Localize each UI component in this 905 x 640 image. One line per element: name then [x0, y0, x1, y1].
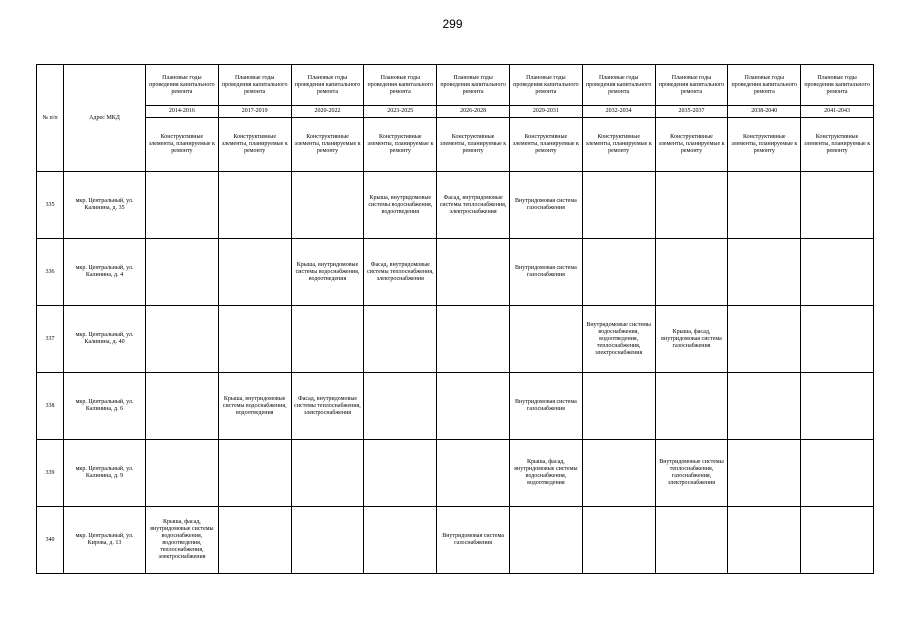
- elements-header: Конструктивные элементы, планируемые к ремонту: [582, 118, 655, 172]
- repair-cell: [801, 239, 874, 306]
- row-address: мкр. Центральный, ул. Кирова, д. 13: [64, 507, 146, 574]
- repair-cell: [364, 373, 437, 440]
- row-number: 340: [37, 507, 64, 574]
- repair-cell: [801, 507, 874, 574]
- repair-cell: [437, 306, 510, 373]
- repair-cell: Фасад, внутридомовые системы теплоснабжения, электроснабжения: [291, 373, 364, 440]
- elements-header: Конструктивные элементы, планируемые к ремонту: [509, 118, 582, 172]
- period-years-header: 2017-2019: [218, 106, 291, 118]
- row-address: мкр. Центральный, ул. Калинина, д. 40: [64, 306, 146, 373]
- row-number: 335: [37, 172, 64, 239]
- row-number: 337: [37, 306, 64, 373]
- elements-header: Конструктивные элементы, планируемые к ремонту: [728, 118, 801, 172]
- repair-cell: [218, 440, 291, 507]
- period-years-header: 2020-2022: [291, 106, 364, 118]
- repair-cell: Внутридомовая система газоснабжения: [509, 172, 582, 239]
- repair-cell: [291, 306, 364, 373]
- table-row: [37, 306, 874, 373]
- row-address: мкр. Центральный, ул. Калинина, д. 9: [64, 440, 146, 507]
- elements-header: Конструктивные элементы, планируемые к ремонту: [218, 118, 291, 172]
- repair-cell: Крыша, фасад, внутридомовые системы водоснабжения, водоотведения: [509, 440, 582, 507]
- period-title-header: Плановые годы проведения капитального ремонта: [364, 65, 437, 106]
- period-title-header: Плановые годы проведения капитального ремонта: [218, 65, 291, 106]
- repair-cell: [655, 373, 728, 440]
- period-years-header: 2041-2043: [801, 106, 874, 118]
- repair-cell: [218, 306, 291, 373]
- period-title-header: Плановые годы проведения капитального ремонта: [801, 65, 874, 106]
- repair-cell: Крыша, фасад, внутридомовые системы водоснабжения, водоотведения, теплоснабжения, электроснабжения: [146, 507, 219, 574]
- period-title-header: Плановые годы проведения капитального ремонта: [509, 65, 582, 106]
- table-row: [37, 373, 874, 440]
- repair-cell: [291, 440, 364, 507]
- repair-cell: [582, 373, 655, 440]
- period-years-header: 2032-2034: [582, 106, 655, 118]
- repair-cell: [728, 507, 801, 574]
- repair-cell: [728, 306, 801, 373]
- repair-cell: [146, 373, 219, 440]
- repair-cell: [364, 440, 437, 507]
- repair-cell: [437, 440, 510, 507]
- repair-cell: [146, 239, 219, 306]
- repair-cell: [509, 507, 582, 574]
- repair-cell: [582, 507, 655, 574]
- repair-cell: Внутридомовая система газоснабжения: [437, 507, 510, 574]
- repair-cell: [582, 440, 655, 507]
- repair-cell: [655, 507, 728, 574]
- repair-cell: [728, 172, 801, 239]
- period-years-header: 2026-2028: [437, 106, 510, 118]
- row-number: 338: [37, 373, 64, 440]
- table-row: [37, 239, 874, 306]
- repair-cell: Крыша, внутридомовые системы водоснабжения, водоотведения: [218, 373, 291, 440]
- repair-cell: Внутридомовая система газоснабжения: [509, 373, 582, 440]
- repair-cell: Фасад, внутридомовые системы теплоснабжения, электроснабжения: [364, 239, 437, 306]
- repair-cell: [146, 172, 219, 239]
- period-title-header: Плановые годы проведения капитального ремонта: [291, 65, 364, 106]
- repair-cell: [801, 440, 874, 507]
- table-row: [37, 172, 874, 239]
- period-title-header: Плановые годы проведения капитального ремонта: [437, 65, 510, 106]
- address-header: Адрес МКД: [64, 65, 146, 172]
- repair-cell: [655, 239, 728, 306]
- period-title-header: Плановые годы проведения капитального ремонта: [146, 65, 219, 106]
- page-number: 299: [442, 17, 463, 31]
- period-title-header: Плановые годы проведения капитального ремонта: [655, 65, 728, 106]
- table-header: [37, 65, 874, 172]
- period-years-header: 2035-2037: [655, 106, 728, 118]
- elements-header: Конструктивные элементы, планируемые к ремонту: [437, 118, 510, 172]
- repair-cell: [364, 507, 437, 574]
- period-years-header: 2038-2040: [728, 106, 801, 118]
- table-row: [37, 440, 874, 507]
- row-address: мкр. Центральный, ул. Калинина, д. 6: [64, 373, 146, 440]
- capital-repair-table: [36, 64, 874, 574]
- elements-header: Конструктивные элементы, планируемые к ремонту: [291, 118, 364, 172]
- elements-header: Конструктивные элементы, планируемые к ремонту: [801, 118, 874, 172]
- row-address: мкр. Центральный, ул. Калинина, д. 4: [64, 239, 146, 306]
- repair-cell: [291, 507, 364, 574]
- repair-cell: [437, 373, 510, 440]
- period-years-header: 2029-2031: [509, 106, 582, 118]
- repair-cell: [801, 373, 874, 440]
- repair-cell: [728, 373, 801, 440]
- repair-cell: Внутридомовые системы водоснабжения, водоотведения, теплоснабжения, электроснабжения: [582, 306, 655, 373]
- repair-cell: [582, 239, 655, 306]
- elements-header: Конструктивные элементы, планируемые к ремонту: [146, 118, 219, 172]
- elements-header: Конструктивные элементы, планируемые к ремонту: [364, 118, 437, 172]
- period-years-header: 2014-2016: [146, 106, 219, 118]
- period-title-header: Плановые годы проведения капитального ремонта: [728, 65, 801, 106]
- repair-cell: [218, 239, 291, 306]
- repair-cell: [728, 239, 801, 306]
- repair-cell: [291, 172, 364, 239]
- repair-cell: Крыша, внутридомовые системы водоснабжения, водоотведения: [364, 172, 437, 239]
- repair-cell: [437, 239, 510, 306]
- repair-cell: [146, 440, 219, 507]
- repair-cell: [582, 172, 655, 239]
- repair-cell: [218, 172, 291, 239]
- row-number: 336: [37, 239, 64, 306]
- repair-cell: [655, 172, 728, 239]
- repair-cell: Внутридомовая система газоснабжения: [509, 239, 582, 306]
- repair-cell: [801, 172, 874, 239]
- repair-cell: [364, 306, 437, 373]
- repair-cell: [146, 306, 219, 373]
- table-row: [37, 507, 874, 574]
- repair-cell: [801, 306, 874, 373]
- repair-cell: Крыша, внутридомовые системы водоснабжения, водоотведения: [291, 239, 364, 306]
- row-number-header: № п/п: [37, 65, 64, 172]
- repair-cell: [728, 440, 801, 507]
- repair-cell: Фасад, внутридомовые системы теплоснабжения, электроснабжения: [437, 172, 510, 239]
- row-address: мкр. Центральный, ул. Калинина, д. 35: [64, 172, 146, 239]
- elements-header: Конструктивные элементы, планируемые к ремонту: [655, 118, 728, 172]
- period-title-header: Плановые годы проведения капитального ремонта: [582, 65, 655, 106]
- period-years-header: 2023-2025: [364, 106, 437, 118]
- repair-cell: [218, 507, 291, 574]
- row-number: 339: [37, 440, 64, 507]
- repair-cell: Крыша, фасад, внутридомовая система газоснабжения: [655, 306, 728, 373]
- repair-cell: Внутридомовые системы теплоснабжения, газоснабжения, электроснабжения: [655, 440, 728, 507]
- repair-cell: [509, 306, 582, 373]
